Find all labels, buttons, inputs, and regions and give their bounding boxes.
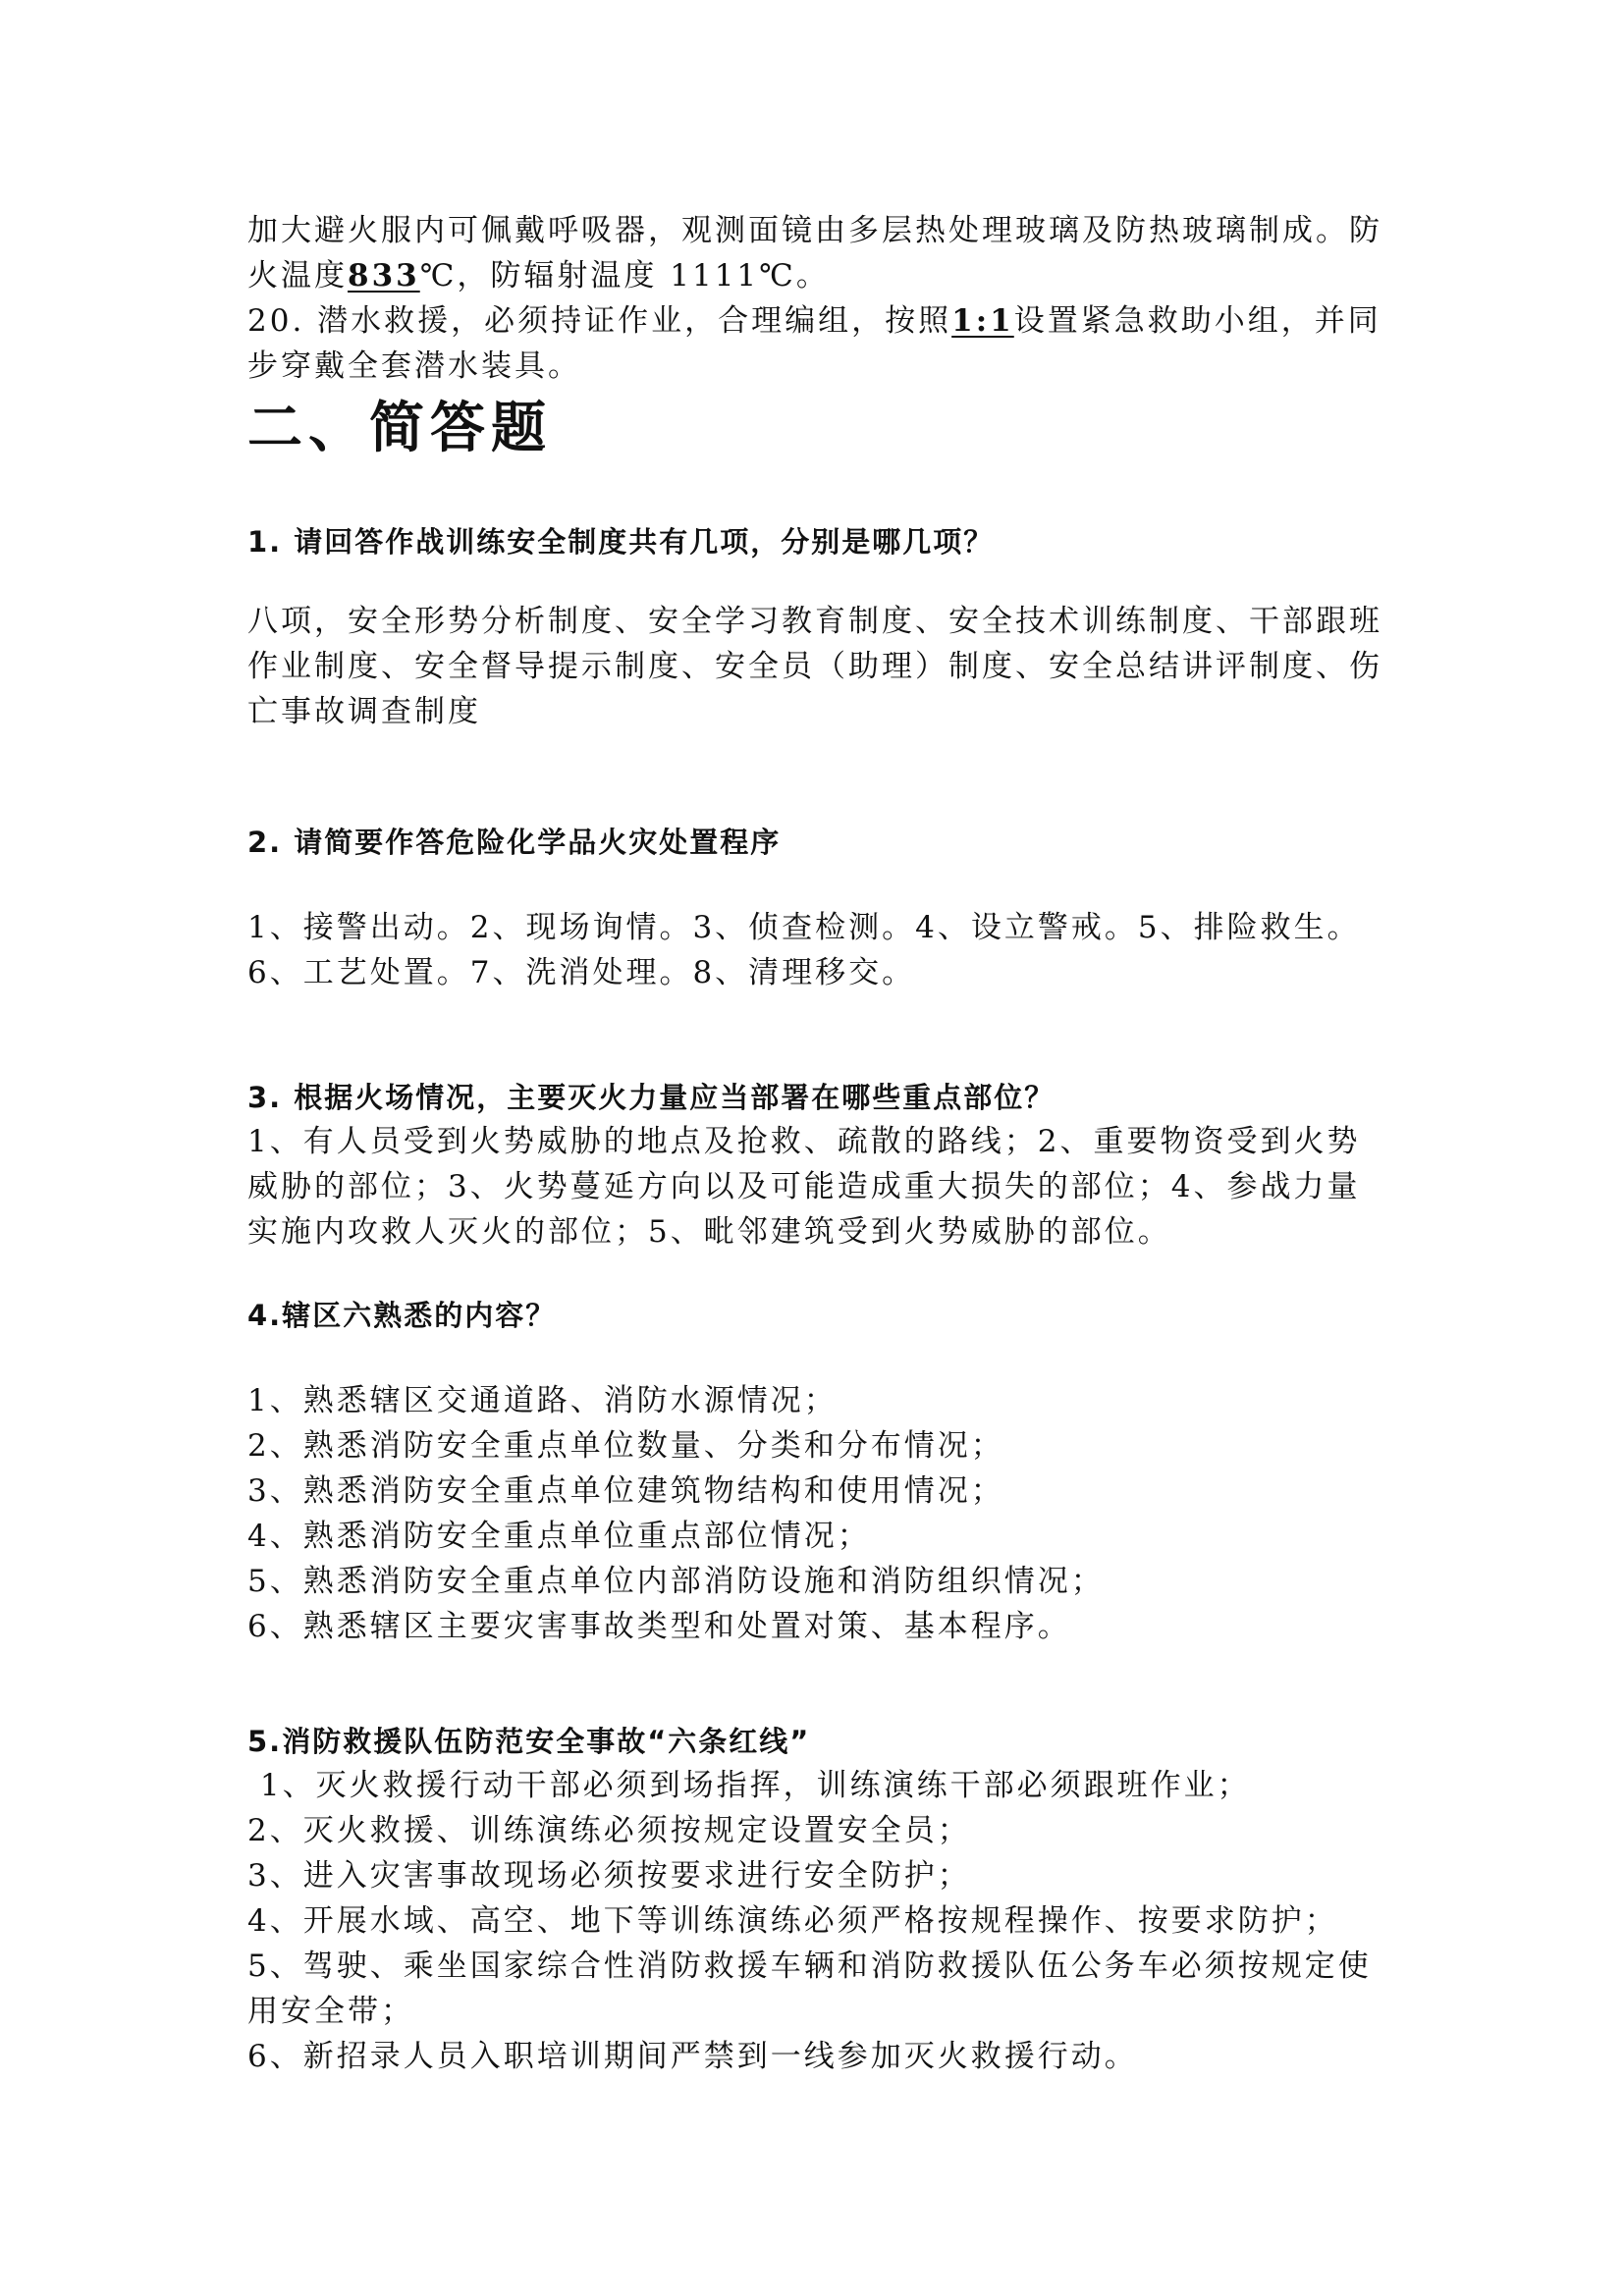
- answer-5-line: 1、灭火救援行动干部必须到场指挥，训练演练干部必须跟班作业；: [247, 1768, 1251, 1803]
- fire-temp-value: 833: [348, 258, 420, 294]
- question-4: [247, 1294, 1386, 1337]
- answer-4-line: 6、熟悉辖区主要灾害事故类型和处置对策、基本程序。: [247, 1609, 1071, 1644]
- answer-3: [247, 1119, 1386, 1255]
- answer-5-line: 3、进入灾害事故现场必须按要求进行安全防护；: [247, 1858, 971, 1894]
- answer-5-line: 4、开展水域、高空、地下等训练演练必须严格按规程操作、按要求防护；: [247, 1903, 1338, 1939]
- answer-5-line: 5、驾驶、乘坐国家综合性消防救援车辆和消防救援队伍公务车必须按规定使用安全带；: [247, 1949, 1372, 2029]
- answer-4-line: 5、熟悉消防安全重点单位内部消防设施和消防组织情况；: [247, 1564, 1105, 1599]
- section-title: 二、简答题: [247, 397, 552, 460]
- answer-3-text: 1、有人员受到火势威胁的地点及抢救、疏散的路线；2、重要物资受到火势威胁的部位；3、火势蔓延方向以及可能造成重大损失的部位；4、参战力量实施内攻救人灭火的部位；5、毗邻建筑受到火势威胁的部位。: [247, 1124, 1361, 1250]
- section-heading: [247, 395, 1386, 463]
- question-2: [247, 821, 1386, 864]
- ratio-value: 1:1: [951, 303, 1014, 339]
- question-3-title: 3. 根据火场情况，主要灭火力量应当部署在哪些重点部位？: [247, 1081, 1056, 1114]
- answer-4: [247, 1378, 1386, 1649]
- intro-text-d: 设置紧急救助小组，并同步穿戴全套潜水装具。: [247, 303, 1381, 384]
- question-1-title: 1. 请回答作战训练安全制度共有几项，分别是哪几项？: [247, 525, 995, 559]
- answer-4-line: 3、熟悉消防安全重点单位建筑物结构和使用情况；: [247, 1473, 1004, 1509]
- intro-paragraph-2: [247, 298, 1386, 389]
- answer-4-line: 4、熟悉消防安全重点单位重点部位情况；: [247, 1519, 871, 1554]
- question-5-title: 5.消防救援队伍防范安全事故“六条红线”: [247, 1725, 811, 1758]
- intro-paragraph-1: [247, 208, 1386, 298]
- intro-text-c: 20. 潜水救援，必须持证作业，合理编组，按照: [247, 303, 952, 339]
- question-3: [247, 1076, 1386, 1119]
- answer-5: [247, 1763, 1386, 2079]
- question-4-title: 4.辖区六熟悉的内容？: [247, 1299, 557, 1332]
- answer-2: [247, 905, 1386, 995]
- intro-text-a: 加大避火服内可佩戴呼吸器，观测面镜由多层热处理玻璃及防热玻璃制成。防火温度: [247, 213, 1382, 294]
- question-1: [247, 520, 1386, 563]
- answer-2-text: 1、接警出动。2、现场询情。3、侦查检测。4、设立警戒。5、排险救生。6、工艺处置。7、洗消处理。8、清理移交。: [247, 910, 1361, 990]
- question-5: [247, 1720, 1386, 1763]
- question-2-title: 2. 请简要作答危险化学品火灾处置程序: [247, 826, 782, 859]
- answer-4-line: 2、熟悉消防安全重点单位数量、分类和分布情况；: [247, 1428, 1004, 1464]
- answer-1: [247, 599, 1386, 734]
- answer-5-line: 2、灭火救援、训练演练必须按规定设置安全员；: [247, 1813, 971, 1848]
- intro-text-b: ℃，防辐射温度 1111℃。: [419, 258, 830, 294]
- answer-5-line: 6、新招录人员入职培训期间严禁到一线参加灭火救援行动。: [247, 2039, 1138, 2074]
- answer-4-line: 1、熟悉辖区交通道路、消防水源情况；: [247, 1383, 838, 1418]
- answer-1-text: 八项，安全形势分析制度、安全学习教育制度、安全技术训练制度、干部跟班作业制度、安全督导提示制度、安全员（助理）制度、安全总结讲评制度、伤亡事故调查制度: [247, 604, 1382, 729]
